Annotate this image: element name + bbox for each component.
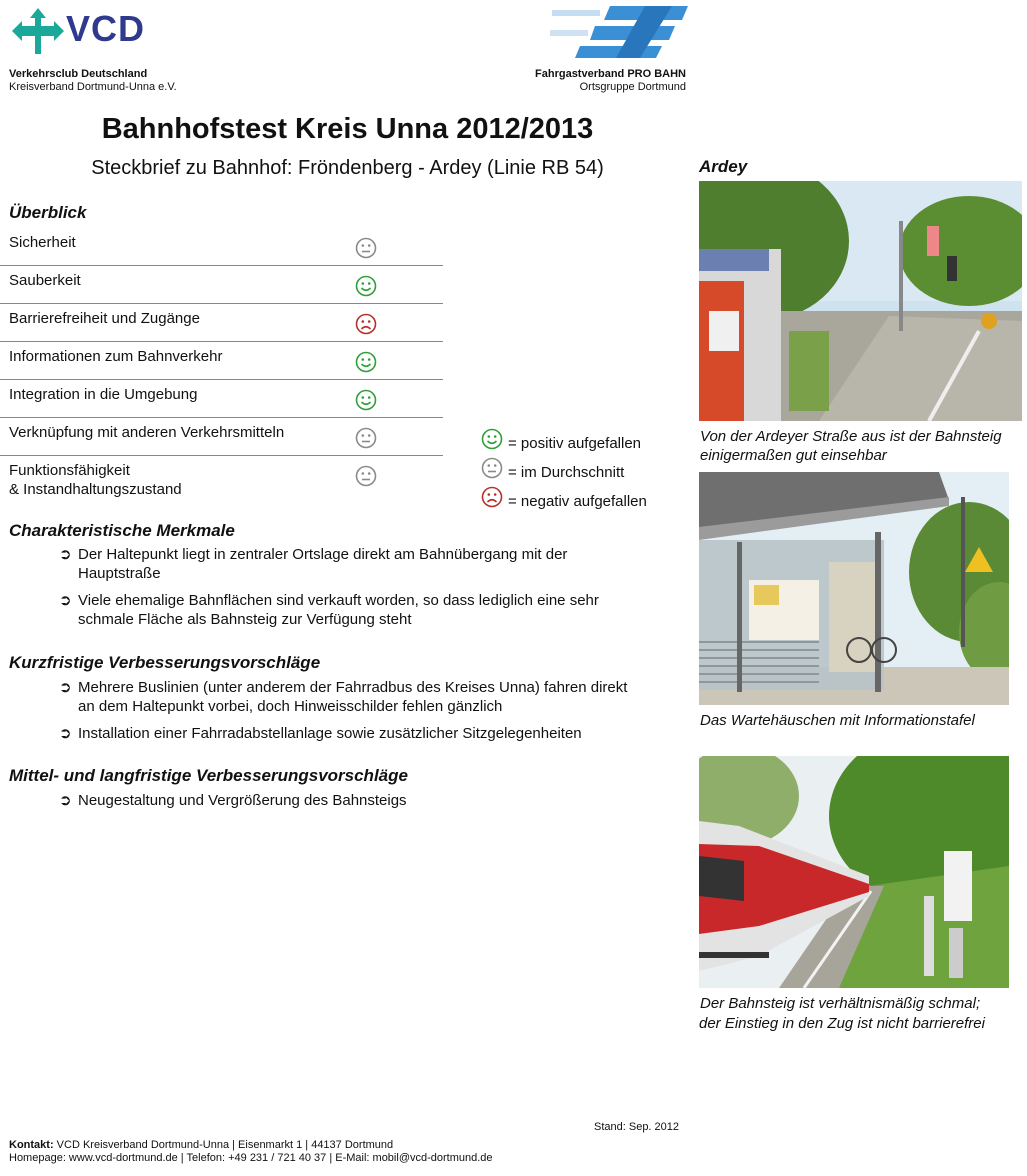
overview-label-text: Barrierefreiheit und Zugänge (9, 310, 200, 327)
list-item (9, 679, 688, 716)
org-left (9, 68, 177, 94)
overview-label (9, 385, 197, 404)
list-item-text: Mehrere Buslinien (unter anderem der Fahrradbus des Kreises Unna) fahren direkt (78, 679, 628, 696)
org-right-name: Fahrgastverband PRO BAHN (535, 68, 686, 80)
section-heading-long-term: Mittel- und langfristige Verbesserungsvorschläge (9, 766, 408, 785)
org-right-sub: Ortsgruppe Dortmund (579, 81, 686, 93)
list-item-text: Neugestaltung und Vergrößerung des Bahnsteigs (78, 792, 407, 809)
neutral-face-icon (355, 427, 377, 449)
neutral-face-icon (355, 465, 377, 487)
contact-line (9, 1139, 493, 1152)
list-item-text: Installation einer Fahrradabstellanlage sowie zusätzlicher Sitzgelegenheiten (78, 725, 582, 742)
smiley-face-icon (355, 389, 377, 411)
overview-label (9, 271, 81, 290)
overview-table (0, 228, 443, 506)
page-title: Bahnhofstest Kreis Unna 2012/2013 (101, 113, 594, 145)
contact-label: Kontakt: (9, 1139, 54, 1151)
overview-row (0, 228, 443, 266)
list-item (9, 546, 688, 583)
overview-label (9, 347, 222, 366)
overview-row (0, 418, 443, 456)
list-item-text: Viele ehemalige Bahnflächen sind verkauft worden, so dass lediglich eine sehr (78, 592, 599, 609)
short-term-list (9, 679, 688, 753)
overview-heading: Überblick (9, 203, 87, 222)
photo-caption-3-line-1: Der Bahnsteig ist verhältnismäßig schmal; (700, 995, 981, 1012)
arrow-bullet-icon: ➲ (59, 725, 72, 742)
vcd-logo-text: VCD (66, 8, 146, 49)
homepage-line: Homepage: www.vcd-dortmund.de | Telefon: +49 231 / 721 40 37 | E-Mail: mobil@vcd-dortmund.de (9, 1152, 493, 1164)
photo-caption-1-line-2: einigermaßen gut einsehbar (700, 447, 887, 464)
section-heading-characteristics: Charakteristische Merkmale (9, 521, 235, 540)
org-left-sub: Kreisverband Dortmund-Unna e.V. (9, 81, 177, 93)
overview-row (0, 380, 443, 418)
overview-label-text: Informationen zum Bahnverkehr (9, 348, 223, 365)
photo-caption-1-line-1: Von der Ardeyer Straße aus ist der Bahnsteig (700, 428, 1002, 445)
overview-label (9, 461, 182, 499)
smiley-face-icon (355, 351, 377, 373)
stand-date: Stand: Sep. 2012 (594, 1121, 680, 1133)
neutral-face-icon (355, 237, 377, 259)
station-name: Ardey (699, 157, 748, 176)
photo-caption-2: Das Wartehäuschen mit Informationstafel (700, 712, 975, 729)
overview-row (0, 456, 443, 506)
overview-label-text: Sicherheit (9, 234, 76, 251)
list-item (9, 792, 688, 811)
photo-waiting-shelter (699, 472, 1009, 705)
legend-text: = negativ aufgefallen (508, 493, 647, 510)
org-right (480, 68, 686, 94)
arrow-bullet-icon: ➲ (59, 592, 72, 609)
smiley-face-icon (355, 275, 377, 297)
photo-station-entrance (699, 181, 1022, 421)
arrow-bullet-icon: ➲ (59, 792, 72, 809)
contact-footer (9, 1139, 493, 1165)
section-heading-short-term: Kurzfristige Verbesserungsvorschläge (9, 653, 321, 672)
legend-text: = positiv aufgefallen (508, 435, 642, 452)
list-item-text: Der Haltepunkt liegt in zentraler Ortslage direkt am Bahnübergang mit der (78, 546, 568, 563)
list-item-text-2: Hauptstraße (78, 564, 161, 582)
characteristics-list (9, 546, 688, 638)
list-item (9, 725, 688, 744)
overview-label (9, 309, 200, 328)
list-item (9, 592, 688, 629)
overview-label (9, 233, 76, 252)
page-subtitle: Steckbrief zu Bahnhof: Fröndenberg - Ardey (Linie RB 54) (91, 157, 604, 179)
overview-row (0, 304, 443, 342)
overview-label-text-2: & Instandhaltungszustand (9, 481, 182, 498)
contact-text: VCD Kreisverband Dortmund-Unna | Eisenmarkt 1 | 44137 Dortmund (53, 1139, 394, 1151)
list-item-text-2: an dem Haltepunkt vorbei, doch Hinweisschilder fehlen gänzlich (78, 697, 503, 715)
overview-label-text: Integration in die Umgebung (9, 386, 198, 403)
long-term-list (9, 792, 688, 820)
arrow-bullet-icon: ➲ (59, 679, 72, 696)
overview-label-text: Verknüpfung mit anderen Verkehrsmitteln (9, 424, 285, 441)
overview-row (0, 266, 443, 304)
sad-face-icon (481, 486, 503, 508)
neutral-face-icon (481, 457, 503, 479)
overview-row (0, 342, 443, 380)
legend-text: = im Durchschnitt (508, 464, 625, 481)
org-left-name: Verkehrsclub Deutschland (9, 68, 148, 80)
photo-platform-train (699, 756, 1009, 988)
pro-bahn-logo (550, 2, 690, 60)
list-item-text-2: schmale Fläche als Bahnsteig zur Verfügung steht (78, 610, 412, 628)
sad-face-icon (355, 313, 377, 335)
overview-label-text: Sauberkeit (9, 272, 81, 289)
overview-label-text: Funktionsfähigkeit (9, 462, 130, 479)
arrow-bullet-icon: ➲ (59, 546, 72, 563)
overview-label (9, 423, 284, 442)
smiley-face-icon (481, 428, 503, 450)
photo-caption-3-line-2: der Einstieg in den Zug ist nicht barrierefrei (699, 1015, 985, 1032)
